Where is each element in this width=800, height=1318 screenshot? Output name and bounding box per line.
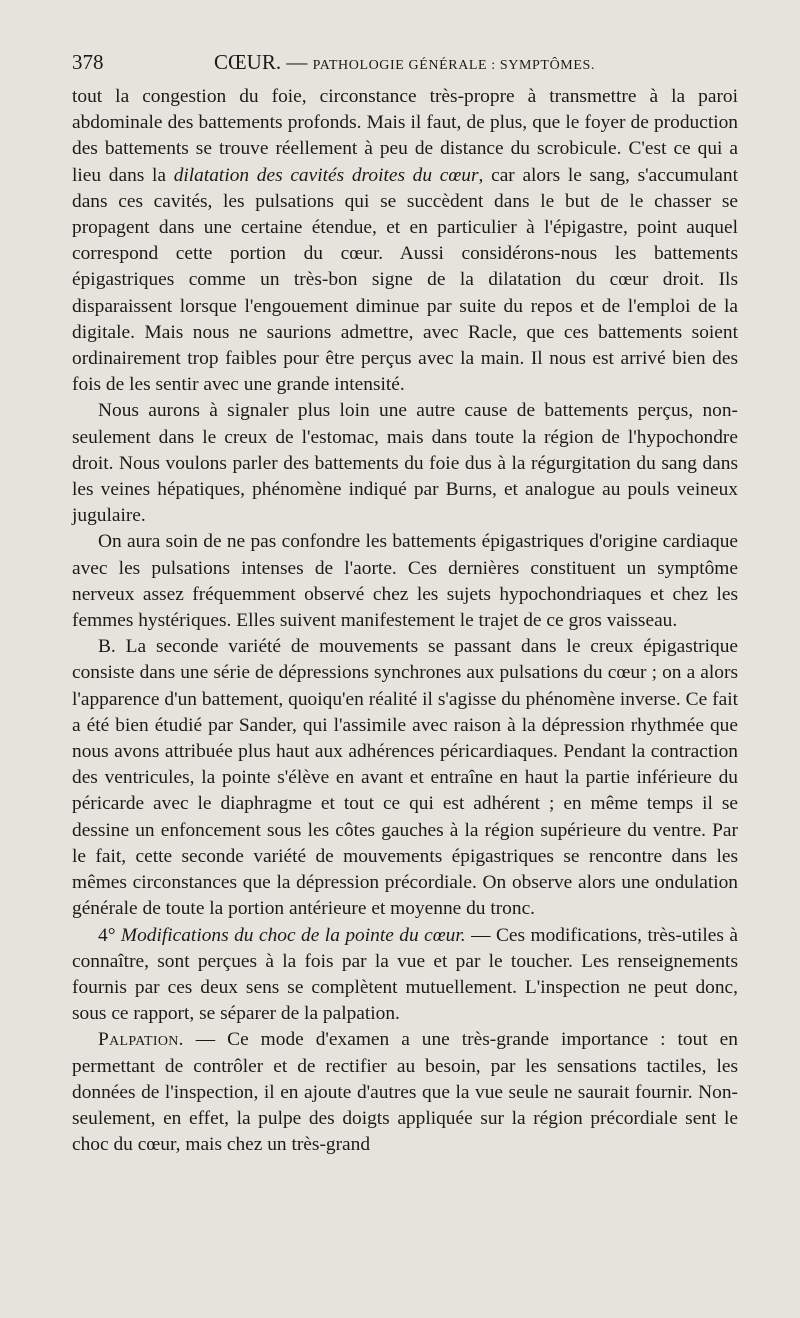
- paragraph-2: Nous aurons à signaler plus loin une autre cause de battements perçus, non-seulement dans le creux de l'estomac, mais dans toute la région de l'hypochondre droit. Nous voulons parler des battements du foie dus à la régurgitation du sang dans les veines hépatiques, phénomène indiqué par Burns, et analogue au pouls veineux jugulaire.: [72, 400, 738, 527]
- paragraph-1: [72, 84, 738, 398]
- paragraph-6: [72, 1027, 738, 1158]
- paragraph-1-text: tout la congestion du foie, circonstance très-propre à transmettre à la paroi abdominale des battements profonds. Mais il faut, de plus, que le foyer de production des battements se trouve réellement à peu de distance du scrobicule. C'est ce qui a lieu dans la: [72, 86, 738, 186]
- section-heading: Modifications du choc de la pointe du cœur.: [120, 924, 466, 946]
- paragraph-3: On aura soin de ne pas confondre les battements épigastriques d'origine cardiaque avec les pulsations intenses de l'aorte. Ces dernières constituent un symptôme nerveux assez fréquemment observé chez les sujets hypochondriaques et chez les femmes hystériques. Elles suivent manifestement le trajet de ce gros vaisseau.: [72, 531, 738, 632]
- paragraph-5-text: — Ces modifications, très-utiles à connaître, sont perçues à la fois par la vue et par le toucher. Les renseignements fournis par ces deux sens se complètent mutuellement. L'inspection ne peut donc, sous ce rapport, se séparer de la palpation.: [72, 924, 738, 1025]
- body-text: [72, 84, 738, 1158]
- running-title-section: PATHOLOGIE GÉNÉRALE : SYMPTÔMES.: [312, 58, 595, 73]
- paragraph-1-emphasis: dilatation des cavités droites du cœur: [173, 164, 479, 186]
- paragraph-6-text: — Ce mode d'examen a une très-grande importance : tout en permettant de contrôler et de rectifier au besoin, par les sensations tactiles, les données de l'inspection, il en ajoute d'autres que la vue seule ne saurait fournir. Non-seulement, en effet, la pulpe des doigts appliquée sur la région précordiale sent le choc du cœur, mais chez un très-grand: [72, 1029, 738, 1156]
- running-title: [214, 50, 595, 75]
- paragraph-5: [72, 923, 738, 1028]
- paragraph-1-continued: , car alors le sang, s'accumulant dans ces cavités, les pulsations qui se succèdent dans le but de le chasser se propagent dans une certaine étendue, et en particulier à l'épigastre, point auquel correspond cette portion du cœur. Aussi considérons-nous les battements épigastriques comme un très-bon signe de la dilatation du cœur droit. Ils disparaissent lorsque l'engouement diminue par suite du repos et de l'emploi de la digitale. Mais nous ne saurions admettre, avec Racle, que ces battements soient ordinairement trop faibles pour être perçus avec la main. Il nous est arrivé bien des fois de les sentir avec une grande intensité.: [72, 164, 738, 396]
- running-head: [72, 44, 738, 84]
- running-title-separator: ––: [281, 50, 313, 74]
- subsection-heading: Palpation.: [98, 1029, 184, 1051]
- running-title-main: CŒUR.: [214, 50, 282, 74]
- page-number: 378: [72, 50, 104, 74]
- paragraph-4: B. La seconde variété de mouvements se passant dans le creux épigastrique consiste dans une série de dépressions synchrones aux pulsations du cœur ; on a alors l'apparence d'un battement, quoiqu'en réalité il s'agisse du phénomène inverse. Ce fait a été bien étudié par Sander, qui l'assimile avec raison à la dépression rhythmée que nous avons attribuée plus haut aux adhérences péricardiaques. Pendant la contraction des ventricules, la pointe s'élève en avant et entraîne en haut la partie inférieure du péricarde avec le diaphragme et tout ce qui est adhérent ; en même temps il se dessine un enfoncement sous les côtes gauches à la région supérieure du ventre. Par le fait, cette seconde variété de mouvements épigastriques se rencontre dans les mêmes circonstances que la dépression précordiale. On observe alors une ondulation générale de toute la portion antérieure et moyenne du tronc.: [72, 636, 738, 920]
- section-number: 4°: [98, 924, 121, 946]
